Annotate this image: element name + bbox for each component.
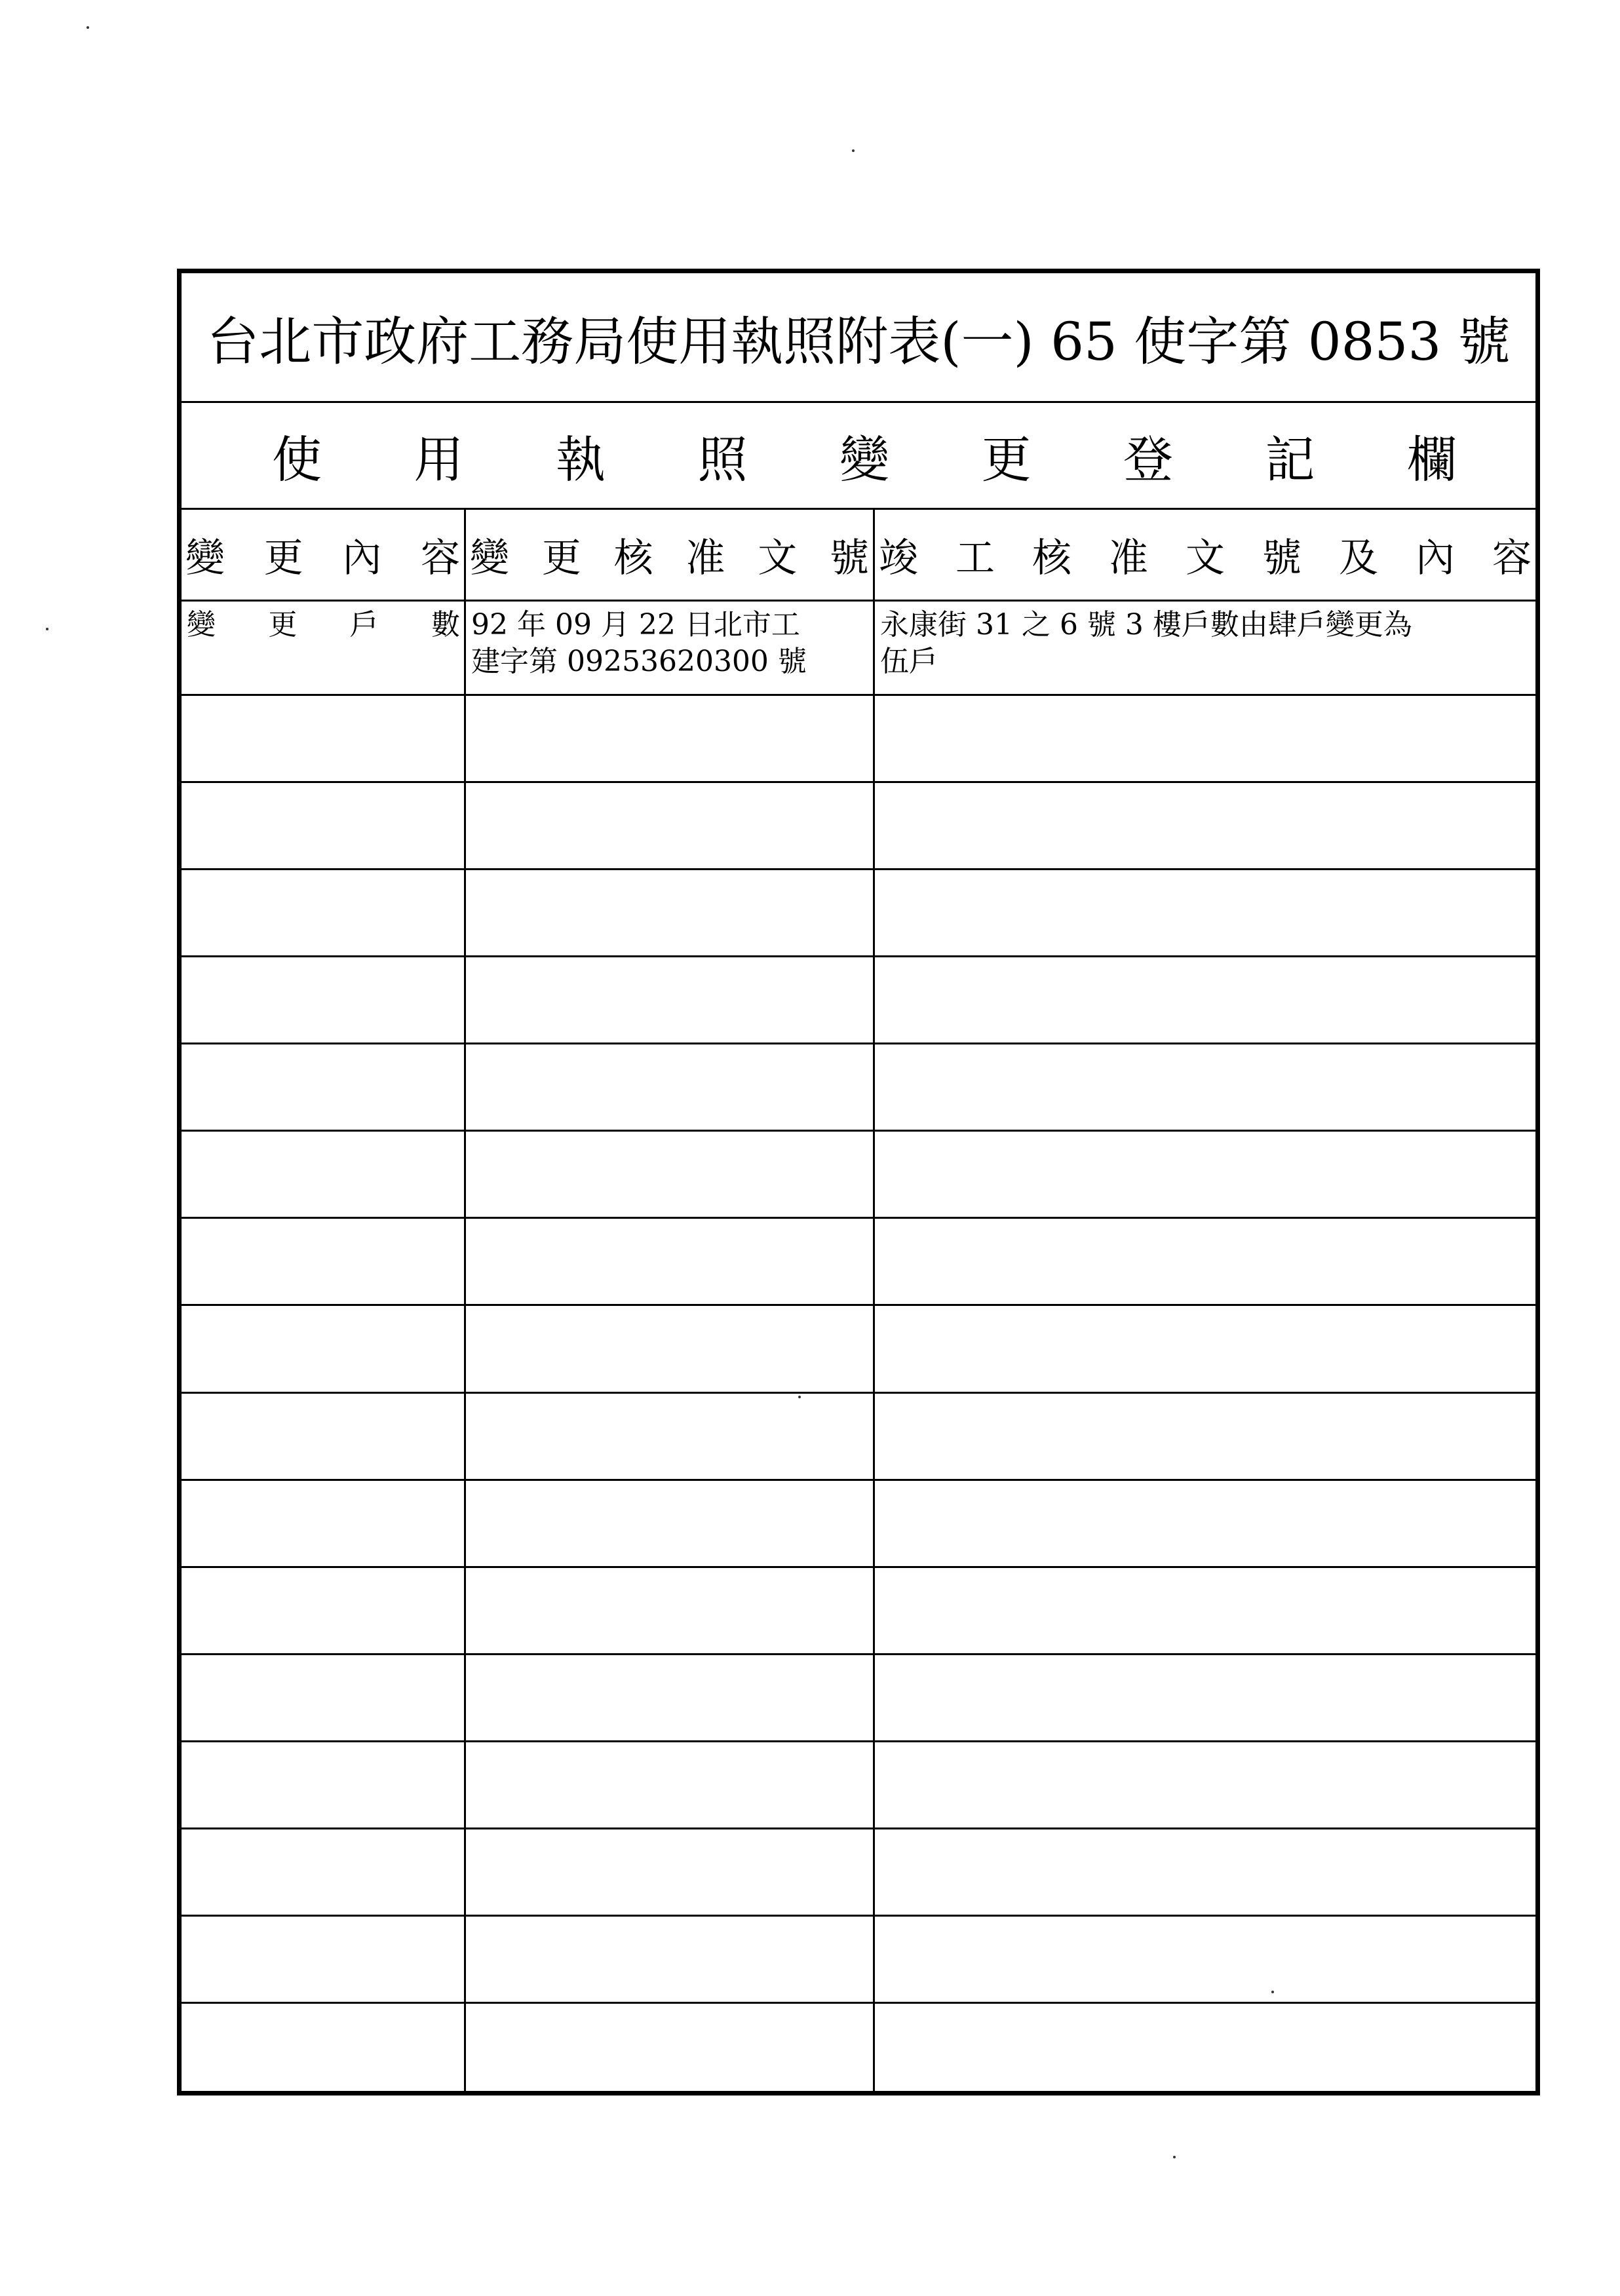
table-row	[182, 870, 1535, 957]
change-content-cell	[182, 602, 466, 694]
empty-cell	[875, 1306, 1535, 1391]
table-row	[182, 1394, 1535, 1481]
header-char: 准	[1109, 535, 1148, 581]
table-row	[182, 1568, 1535, 1655]
table-row	[182, 1219, 1535, 1306]
cell-char: 數	[431, 608, 460, 641]
header-char: 容	[420, 535, 460, 581]
empty-cell	[466, 870, 875, 955]
table-row	[182, 1917, 1535, 2004]
table-row	[182, 957, 1535, 1044]
empty-cell	[182, 1829, 466, 1915]
header-change-content	[182, 510, 466, 600]
empty-cell	[182, 1394, 466, 1479]
header-char: 號	[829, 535, 869, 581]
table-row	[182, 1829, 1535, 1917]
empty-cell	[182, 1742, 466, 1827]
empty-cell	[182, 1655, 466, 1740]
approval-line: 建字第 09253620300 號	[471, 645, 807, 678]
table-row	[182, 1044, 1535, 1132]
section-title-char: 照	[697, 430, 748, 489]
header-char: 變	[185, 535, 225, 581]
header-char: 竣	[879, 535, 918, 581]
empty-cell	[466, 1655, 875, 1740]
table-row	[182, 696, 1535, 783]
table-row	[182, 1132, 1535, 1219]
section-title-char: 更	[981, 430, 1032, 489]
empty-cell	[182, 957, 466, 1043]
empty-cell	[466, 2004, 875, 2091]
completion-line: 永康街 31 之 6 號 3 樓戶數由肆戶變更為	[880, 608, 1412, 641]
completion-line: 伍戶	[880, 645, 938, 678]
empty-cell	[875, 1829, 1535, 1915]
empty-cell	[466, 1568, 875, 1653]
empty-cell	[875, 1655, 1535, 1740]
header-char: 文	[758, 535, 798, 581]
empty-cell	[875, 1219, 1535, 1304]
empty-cell	[875, 2004, 1535, 2091]
header-char: 內	[342, 535, 382, 581]
section-title-char: 用	[414, 430, 464, 489]
header-char: 工	[955, 535, 995, 581]
empty-cell	[466, 957, 875, 1043]
empty-cell	[182, 783, 466, 868]
empty-cell	[182, 696, 466, 781]
empty-cell	[875, 1917, 1535, 2002]
table-row	[182, 602, 1535, 696]
header-completion-approval	[875, 510, 1535, 600]
table-row	[182, 1742, 1535, 1829]
usage-license-appendix-form	[177, 269, 1540, 2095]
header-char: 核	[1032, 535, 1071, 581]
cell-char: 更	[268, 608, 298, 641]
empty-cell	[466, 1742, 875, 1827]
cell-char: 戶	[349, 608, 379, 641]
empty-cell	[182, 870, 466, 955]
empty-cell	[466, 1829, 875, 1915]
empty-cell	[875, 1742, 1535, 1827]
table-row	[182, 1306, 1535, 1393]
section-title	[182, 403, 1535, 510]
header-char: 內	[1416, 535, 1455, 581]
empty-cell	[182, 1219, 466, 1304]
header-char: 文	[1186, 535, 1225, 581]
empty-cell	[466, 1219, 875, 1304]
approval-number-cell	[466, 602, 875, 694]
header-char: 容	[1492, 535, 1532, 581]
header-char: 號	[1262, 535, 1302, 581]
cell-char: 變	[187, 608, 216, 641]
empty-cell	[182, 1306, 466, 1391]
section-title-char: 記	[1265, 430, 1315, 489]
header-char: 更	[541, 535, 581, 581]
empty-cell	[875, 783, 1535, 868]
form-title: 台北市政府工務局使用執照附表(一) 65 使字第 0853 號	[182, 273, 1535, 403]
empty-cell	[875, 1568, 1535, 1653]
empty-cell	[182, 1917, 466, 2002]
section-title-char: 欄	[1407, 430, 1457, 489]
table-row	[182, 1481, 1535, 1568]
empty-cell	[875, 870, 1535, 955]
header-approval-number	[466, 510, 875, 600]
empty-cell	[466, 1394, 875, 1479]
empty-cell	[466, 1481, 875, 1566]
approval-line: 92 年 09 月 22 日北市工	[471, 608, 800, 641]
empty-cell	[875, 1394, 1535, 1479]
empty-cell	[875, 1481, 1535, 1566]
empty-cell	[875, 1044, 1535, 1130]
table-row	[182, 2004, 1535, 2091]
empty-cell	[182, 1132, 466, 1217]
header-char: 變	[470, 535, 509, 581]
empty-cell	[182, 1481, 466, 1566]
section-title-char: 登	[1123, 430, 1173, 489]
empty-cell	[466, 1306, 875, 1391]
empty-cell	[466, 1132, 875, 1217]
empty-cell	[182, 2004, 466, 2091]
change-record-table	[182, 510, 1535, 2091]
header-char: 准	[685, 535, 725, 581]
empty-cell	[875, 696, 1535, 781]
section-title-char: 使	[272, 430, 322, 489]
table-header-row	[182, 510, 1535, 602]
table-row	[182, 783, 1535, 870]
empty-cell	[182, 1044, 466, 1130]
empty-cell	[466, 1044, 875, 1130]
empty-cell	[466, 696, 875, 781]
empty-cell	[182, 1568, 466, 1653]
empty-cell	[466, 783, 875, 868]
completion-content-cell	[875, 602, 1535, 694]
header-char: 及	[1339, 535, 1378, 581]
header-char: 核	[613, 535, 653, 581]
empty-cell	[466, 1917, 875, 2002]
empty-cell	[875, 957, 1535, 1043]
header-char: 更	[263, 535, 303, 581]
section-title-char: 執	[556, 430, 606, 489]
table-row	[182, 1655, 1535, 1742]
section-title-char: 變	[839, 430, 889, 489]
empty-cell	[875, 1132, 1535, 1217]
